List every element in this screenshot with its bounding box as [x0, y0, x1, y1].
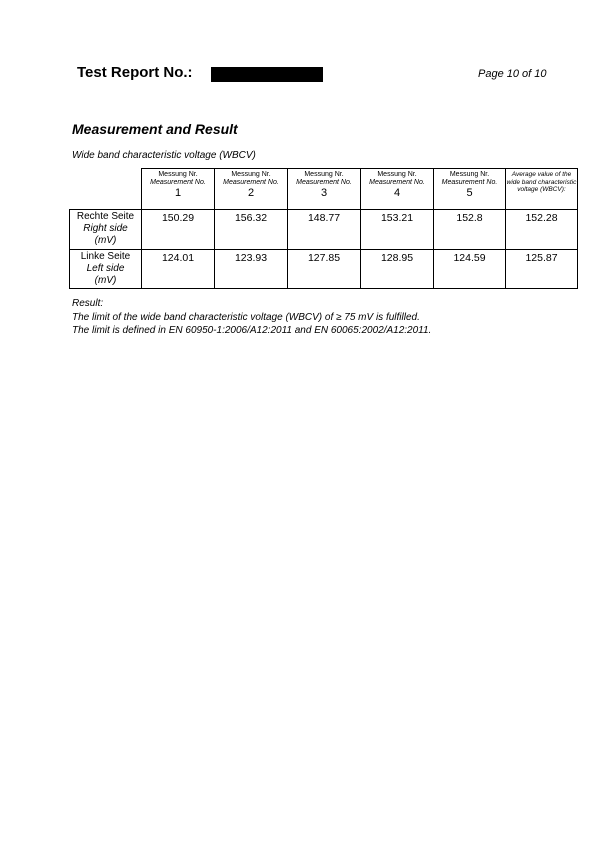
- table-cell: 124.59: [434, 250, 506, 289]
- column-header-5: [434, 169, 506, 210]
- result-statement: The limit of the wide band characteristic voltage (WBCV) of ≥ 75 mV is fulfilled.: [72, 312, 420, 323]
- column-header-de: Messung Nr.: [231, 171, 271, 178]
- result-standard-reference: The limit is defined in EN 60950-1:2006/A12:2011 and EN 60065:2002/A12:2011.: [72, 325, 432, 336]
- table-cell: 124.01: [142, 250, 215, 289]
- row-label-de: Rechte Seite: [76, 211, 135, 222]
- column-header-1: [142, 169, 215, 210]
- column-header-4: [361, 169, 434, 210]
- average-cell: 125.87: [506, 250, 578, 289]
- row-unit: (mV): [94, 275, 117, 286]
- average-column-header: Average value of the wide band characteristic voltage (WBCV):: [506, 169, 578, 210]
- measurement-table: [69, 168, 578, 289]
- average-cell: 152.28: [506, 210, 578, 250]
- table-cell: 128.95: [361, 250, 434, 289]
- column-header-en: Measurement No.: [223, 179, 279, 186]
- result-label: Result:: [72, 298, 104, 309]
- table-header-row: [70, 169, 578, 210]
- column-header-en: Measurement No.: [296, 179, 352, 186]
- table-cell: 127.85: [288, 250, 361, 289]
- column-header-number: 3: [320, 187, 328, 199]
- column-header-number: 1: [174, 187, 182, 199]
- row-unit: (mV): [94, 235, 117, 246]
- table-row: [70, 210, 578, 250]
- table-cell: 156.32: [215, 210, 288, 250]
- column-header-number: 2: [247, 187, 255, 199]
- column-header-number: 4: [393, 187, 401, 199]
- column-header-en: Measurement No.: [441, 179, 498, 186]
- table-cell: 152.8: [434, 210, 506, 250]
- page-number: Page 10 of 10: [478, 68, 547, 80]
- column-header-3: [288, 169, 361, 210]
- row-header-right-side: [70, 210, 142, 250]
- section-subtitle: Wide band characteristic voltage (WBCV): [72, 150, 256, 161]
- table-cell: 153.21: [361, 210, 434, 250]
- column-header-de: Messung Nr.: [377, 171, 417, 178]
- column-header-en: Measurement No.: [150, 179, 206, 186]
- row-label-en: Right side: [83, 223, 128, 234]
- column-header-number: 5: [466, 187, 473, 199]
- row-label-de: Linke Seite: [80, 251, 131, 262]
- row-header-left-side: [70, 250, 142, 289]
- column-header-de: Messung Nr.: [158, 171, 198, 178]
- section-title: Measurement and Result: [72, 121, 238, 137]
- column-header-de: Messung Nr.: [449, 171, 490, 178]
- table-cell: 123.93: [215, 250, 288, 289]
- column-header-en: Measurement No.: [369, 179, 425, 186]
- report-number-label: Test Report No.:: [77, 64, 193, 81]
- column-header-2: [215, 169, 288, 210]
- redacted-report-number: [211, 67, 323, 82]
- row-label-en: Left side: [86, 263, 125, 274]
- column-header-de: Messung Nr.: [304, 171, 344, 178]
- table-cell: 148.77: [288, 210, 361, 250]
- table-cell: 150.29: [142, 210, 215, 250]
- table-row: [70, 250, 578, 289]
- table-corner-cell: [70, 169, 142, 210]
